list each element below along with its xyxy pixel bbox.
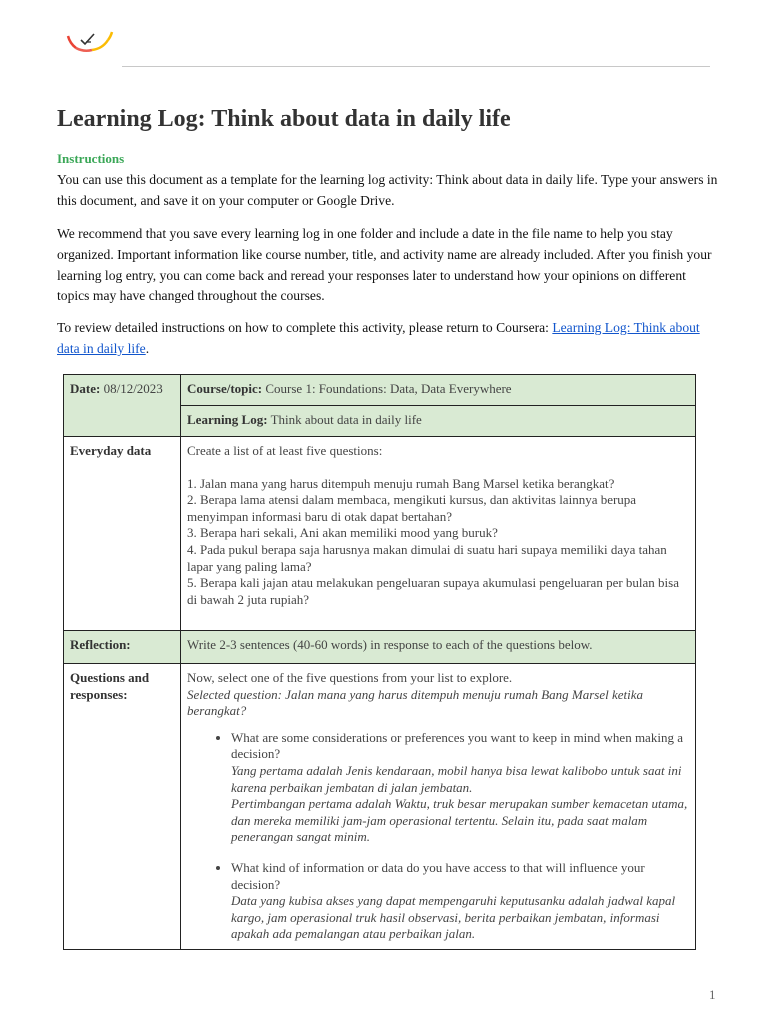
header-divider xyxy=(122,66,710,67)
learning-log-value: Think about data in daily life xyxy=(270,412,422,427)
everyday-data-label: Everyday data xyxy=(70,443,152,458)
question-item: 4. Pada pukul berapa saja harusnya makan dimulai di suatu hari supaya memiliki daya tahan lapar yang paling lama? xyxy=(187,541,667,574)
instructions-heading: Instructions xyxy=(57,151,125,166)
learning-log-table xyxy=(63,374,696,950)
reflection-text: Write 2-3 sentences (40-60 words) in response to each of the questions below. xyxy=(187,637,593,652)
question-item: 3. Berapa hari sekali, Ani akan memiliki mood yang buruk? xyxy=(187,525,498,541)
instructions-paragraph-1: You can use this document as a template for the learning log activity: Think about data in daily life. Type your answers in this document, and save it on your computer or Google Drive. xyxy=(57,172,718,208)
learning-log-cell xyxy=(181,406,696,437)
course-value: Course 1: Foundations: Data, Data Everywhere xyxy=(265,381,512,396)
selected-question: Selected question: Jalan mana yang harus ditempuh menuju rumah Bang Marsel ketika berangkat? xyxy=(187,686,643,719)
course-cell xyxy=(181,375,696,406)
instructions-paragraph-3-suffix: . xyxy=(145,340,150,356)
instructions-paragraph-3 xyxy=(57,318,719,360)
bullet-answer[interactable]: Pertimbangan pertama adalah Waktu, truk besar merupakan sumber kemacetan utama, dan mereka memiliki jam-jam operasional tertentu. Selain itu, pada saat malam penerangan sangat minim. xyxy=(231,796,688,845)
date-value[interactable]: 08/12/2023 xyxy=(103,381,163,396)
page-title: Learning Log: Think about data in daily life xyxy=(57,106,511,132)
question-item: 1. Jalan mana yang harus ditempuh menuju rumah Bang Marsel ketika berangkat? xyxy=(187,475,615,491)
instructions-paragraph-3-text: To review detailed instructions on how to complete this activity, please return to Coursera: xyxy=(57,320,553,335)
questions-responses-cell[interactable] xyxy=(181,664,696,950)
bullet-question: • What kind of information or data do you have access to that will influence your decision? xyxy=(231,859,645,892)
reflection-label-cell xyxy=(64,631,181,664)
bullet-question: • What are some considerations or preferences you want to keep in mind when making a decision? xyxy=(231,729,683,762)
bullet-item xyxy=(231,730,689,846)
bullet-item xyxy=(231,860,689,943)
page-number: 1 xyxy=(709,987,716,1002)
learning-log-label: Learning Log: xyxy=(187,412,268,427)
question-item: 5. Berapa kali jajan atau melakukan pengeluaran supaya akumulasi pengeluaran per bulan bisa di bawah 2 juta rupiah? xyxy=(187,575,680,607)
reflection-bullets xyxy=(187,730,689,943)
coursera-link[interactable]: Learning Log: Think about data in daily life xyxy=(57,320,700,356)
question-list xyxy=(187,476,689,609)
reflection-text-cell xyxy=(181,631,696,664)
google-logo-icon xyxy=(64,28,118,56)
instructions-paragraph-2: We recommend that you save every learning log in one folder and include a date in the file name to help you stay organized. Important information like course number, title, and activity name are already included. After you finish your learning log entry, you can come back and reread your responses later to understand how your opinions on different topics may have changed throughout the courses. xyxy=(57,226,712,304)
date-cell xyxy=(64,375,181,437)
question-item: 2. Berapa lama atensi dalam membaca, mengikuti kursus, dan aktivitas lainnya berupa menyimpan informasi baru di otak dapat bertahan? xyxy=(187,492,637,524)
everyday-data-response-cell[interactable] xyxy=(181,437,696,631)
reflection-label: Reflection: xyxy=(70,637,131,652)
questions-responses-label: Questions and responses: xyxy=(70,670,150,702)
questions-responses-label-cell xyxy=(64,664,181,950)
bullet-answer[interactable]: Yang pertama adalah Jenis kendaraan, mobil hanya bisa lewat kalibobo untuk saat ini karena perbaikan jembatan di jalan jembatan. xyxy=(231,762,682,795)
date-label: Date: xyxy=(70,381,101,396)
course-label: Course/topic: xyxy=(187,381,263,396)
everyday-data-intro: Create a list of at least five questions: xyxy=(187,443,383,458)
bullet-answer[interactable]: Data yang kubisa akses yang dapat mempengaruhi keputusanku adalah jadwal kapal kargo, jam operasional truk hasil observasi, berita perbaikan jembatan, informasi apakah ada pemalangan atau perbaikan jalan. xyxy=(231,893,676,942)
everyday-data-label-cell xyxy=(64,437,181,631)
qr-intro: Now, select one of the five questions from your list to explore. xyxy=(187,670,513,685)
